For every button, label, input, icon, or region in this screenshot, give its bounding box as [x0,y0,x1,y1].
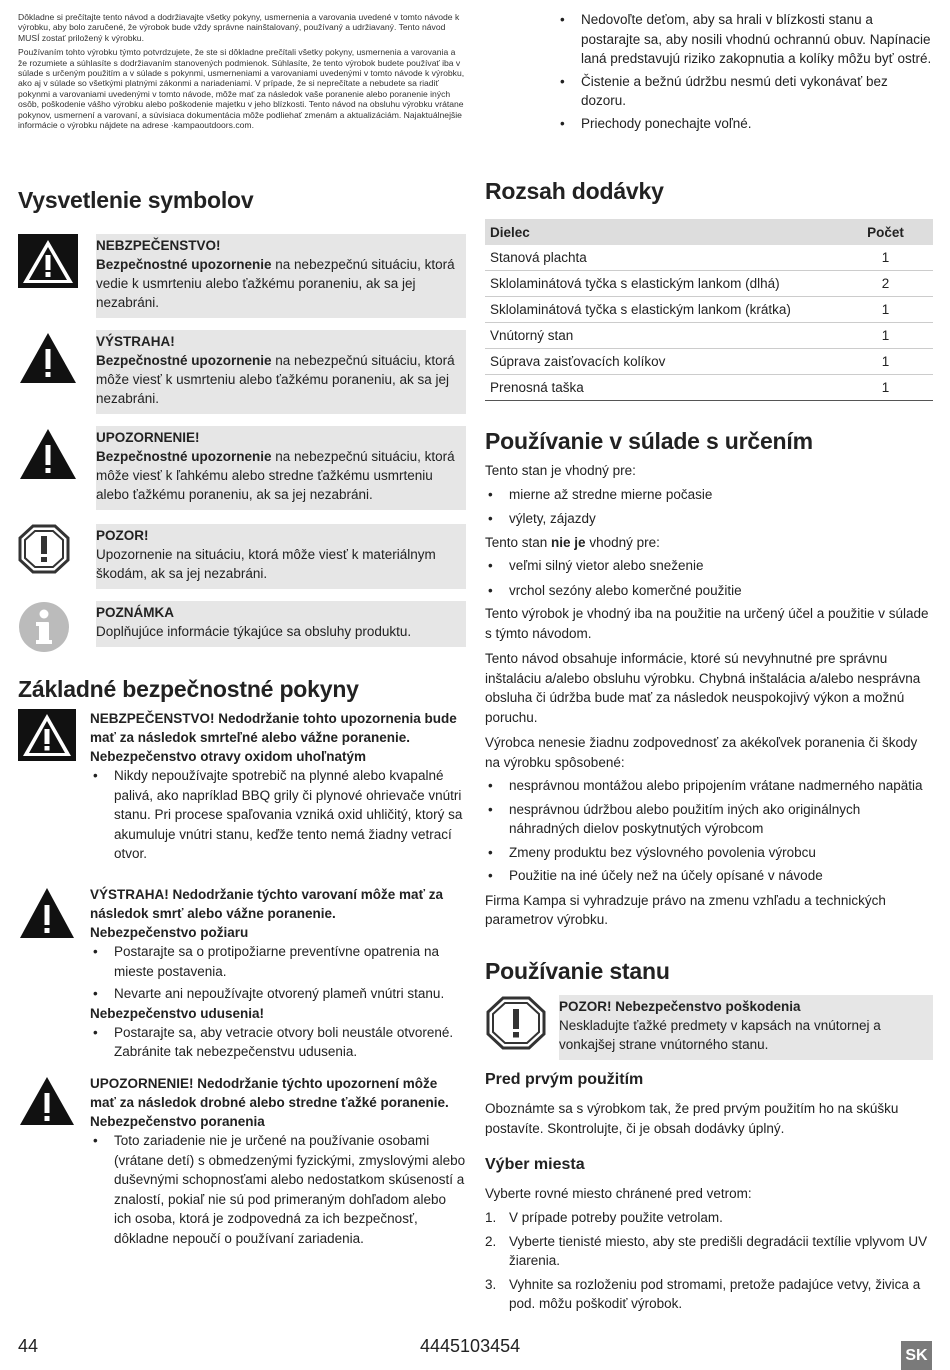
language-badge: SK [901,1341,932,1370]
symbol-text: Doplňujúce informácie týkajúce sa obsluhy produktu. [96,624,412,639]
list-item: • mierne až stredne mierne počasie [485,485,933,505]
caution-subheading: Nebezpečenstvo poranenia [90,1114,265,1129]
count-cell: 2 [838,271,933,297]
list-item: • nesprávnou údržbou alebo použitím iných ako originálnych náhradných dielov poskytnutých výrobcom [485,800,933,839]
table-row [485,349,933,375]
symbols-title: Vysvetlenie symbolov [18,187,254,213]
page-number: 44 [18,1336,39,1356]
safety-caution-block [18,1074,466,1248]
list-item: • Postarajte sa o protipožiarne preventívne opatrenia na mieste postavenia. [90,942,466,981]
table-row [485,297,933,323]
count-cell: 1 [838,323,933,349]
column-header-count: Počet [838,219,933,245]
intended-use-title: Používanie v súlade s určením [485,428,813,454]
part-cell: Súprava zaisťovacích kolíkov [485,349,838,375]
symbol-row [18,330,466,414]
top-bullet-list [485,10,933,133]
count-cell: 1 [838,297,933,323]
list-item: 3. Vyhnite sa rozloženiu pod stromami, pretože padajúce vetvy, živica a pod. môžu poškodiť výrobok. [485,1276,921,1311]
danger-subheading: Nebezpečenstvo otravy oxidom uhoľnatým [90,749,367,764]
symbol-text: Bezpečnostné upozornenie na nebezpečnú situáciu, ktorá môže viesť k usmrteniu alebo ťažkému poraneniu, ak sa jej nezabráni. [96,353,455,406]
intended-paragraph: Výrobca nenesie žiadnu zodpovednosť za akékoľvek poranenia či škody na výrobku spôsobené: [485,735,918,770]
list-item: 2. Vyberte tienisté miesto, aby ste predišli degradácii textílie vplyvom UV žiarenia. [485,1233,928,1268]
usage-notice-heading: POZOR! Nebezpečenstvo poškodenia [559,999,801,1014]
safety-warning-block [18,885,466,1062]
danger-warning-icon [18,234,96,293]
notice-octagon-icon [18,524,96,579]
first-use-title: Pred prvým použitím [485,1071,644,1088]
list-item: • Zmeny produktu bez výslovného povolenia výrobcu [485,843,933,863]
part-cell: Stanová plachta [485,245,838,271]
part-cell: Prenosná taška [485,375,838,401]
symbol-heading: NEBZPEČENSTVO! [96,238,221,253]
caution-icon [18,426,96,487]
list-item: • vrchol sezóny alebo komerčné použitie [485,581,933,601]
list-item: • Nevarte ani nepoužívajte otvorený plameň vnútri stanu. [90,984,466,1004]
list-item: • Čistenie a bežnú údržbu nesmú deti vykonávať bez dozoru. [557,72,933,111]
symbol-row [18,601,466,658]
list-item: • Nedovoľte deťom, aby sa hrali v blízkosti stanu a postarajte sa, aby nosili vhodnú ochrannú obuv. Napínacie laná predstavujú riziko zakopnutia a kolíky môžu byť ostré. [557,10,933,69]
site-intro: Vyberte rovné miesto chránené pred vetrom: [485,1186,752,1201]
list-item: • Použitie na iné účely než na účely opísané v návode [485,866,933,886]
part-cell: Sklolaminátová tyčka s elastickým lankom (krátka) [485,297,838,323]
document-code: 4445103454 [420,1336,521,1356]
danger-warning-icon [18,709,76,761]
symbol-description [96,601,466,647]
count-cell: 1 [838,349,933,375]
first-use-text: Oboznámte sa s výrobkom tak, že pred prvým použitím ho na skúšku postavíte. Skontrolujte, či je obsah dodávky úplný. [485,1101,899,1136]
warning-subheading-fire: Nebezpečenstvo požiaru [90,925,249,940]
table-row [485,245,933,271]
intended-paragraph: Firma Kampa si vyhradzuje právo na zmenu vzhľadu a technických parametrov výrobku. [485,892,886,927]
list-item: • nesprávnou montážou alebo pripojením vrátane nadmerného napätia [485,776,933,796]
symbol-text: Bezpečnostné upozornenie na nebezpečnú situáciu, ktorá vedie k usmrteniu alebo ťažkému poraneniu, ak sa jej nezabráni. [96,257,455,310]
list-item: • Postarajte sa, aby vetracie otvory boli neustále otvorené. Zabránite tak nebezpečenstvu udusenia. [90,1023,466,1062]
delivery-title: Rozsah dodávky [485,178,664,204]
intro-paragraph-2: Používaním tohto výrobku týmto potvrdzujete, že ste si dôkladne prečítali všetky pokyny, usmernenia a varovania a že rozumiete a súhlasíte s dodržiavaním stanovených podmienok. Súhlasíte, že tento výrobok budete používať iba v súlade s určeným použitím a v súlade s pokynmi, usmerneniami a varovaniami uvedenými v tomto návode k výrobku, ako aj v súlade so všetkými platnými zákonmi a nariadeniami. V prípade, že si neprečítate a nebudete sa riadiť pokynmi a varovaniami uvedenými v tomto návode, môže mať za následok vaše poranenie alebo poranenie iných osôb, poškodenie vášho výrobku alebo poškodenie majetku v jeho blízkosti. Tento návod na obsluhu výrobku vrátane pokynov, usmernení a varovaní, a súvisiaca dokumentácia môže podliehať zmenám a aktualizáciám. Najaktuálnejšie informácie o výrobku nájdete na adrese ·kampaoutdoors.com. [18,47,465,131]
list-item: • Toto zariadenie nie je určené na používanie osobami (vrátane detí) s obmedzenými fyzickými, zmyslovými alebo duševnými schopnosťami alebo nedostatkom skúseností a znalostí, pokiaľ nie sú pod primeraným dohľadom alebo ich osoba, ktorá je zodpovedná za ich bezpečnosť, dôkladne nepoučí o používaní zariadenia. [90,1131,466,1248]
usage-notice-block [485,995,933,1060]
symbol-heading: POZNÁMKA [96,605,174,620]
intro-paragraph-1: Dôkladne si prečítajte tento návod a dodržiavajte všetky pokyny, usmernenia a varovania uvedené v tomto návode k výrobku, aby bolo zaručené, že výrobok bude vždy správne nainštalovaný, používaný a udržiavaný. Tento návod MUSÍ zostať priložený k výrobku. [18,12,460,43]
list-item: • veľmi silný vietor alebo sneženie [485,556,933,576]
symbol-row [18,524,466,589]
caution-icon [18,1074,76,1128]
symbol-row [18,234,466,318]
info-icon [18,601,96,658]
symbol-description [96,524,466,589]
list-item: • Priechody ponechajte voľné. [557,114,933,134]
part-cell: Sklolaminátová tyčka s elastickým lankom (dlhá) [485,271,838,297]
warning-icon [18,885,76,941]
not-suitable-intro: Tento stan nie je vhodný pre: [485,534,660,550]
site-steps [485,1208,933,1314]
warning-icon [18,330,96,391]
table-row [485,323,933,349]
list-item: 1. V prípade potreby použite vetrolam. [485,1210,723,1225]
column-header-part: Dielec [485,219,838,245]
caution-heading: UPOZORNENIE! Nedodržanie týchto upozornení môže mať za následok drobné alebo stredne ťažké poranenie. [90,1076,449,1110]
site-title: Výber miesta [485,1156,585,1173]
table-row [485,271,933,297]
symbol-heading: UPOZORNENIE! [96,430,200,445]
warning-subheading-suffocation: Nebezpečenstvo udusenia! [90,1005,265,1021]
warning-heading: VÝSTRAHA! Nedodržanie týchto varovaní môže mať za následok smrť alebo vážne poranenie. [90,887,444,921]
count-cell: 1 [838,375,933,401]
symbol-text: Upozornenie na situáciu, ktorá môže viesť k materiálnym škodám, ak sa jej nezabráni. [96,547,436,581]
delivery-table [485,219,933,401]
notice-octagon-icon [485,995,547,1051]
usage-notice-text: Neskladujte ťažké predmety v kapsách na vnútornej a vonkajšej strane vnútorného stanu. [559,1018,881,1052]
list-item: • výlety, zájazdy [485,509,933,529]
symbol-description [96,330,466,414]
count-cell: 1 [838,245,933,271]
safety-title: Základné bezpečnostné pokyny [18,676,359,702]
danger-heading: NEBZPEČENSTVO! Nedodržanie tohto upozornenia bude mať za následok smrteľné alebo vážne poranenie. [90,711,457,745]
intended-paragraph: Tento návod obsahuje informácie, ktoré sú nevyhnutné pre správnu inštaláciu a/alebo obsluhu výrobku. Chybná inštalácia a/alebo nesprávna obsluha či údržba bude mať za následok neuspokojivý výkon a možnú poruchu. [485,651,921,725]
list-item: • Nikdy nepoužívajte spotrebič na plynné alebo kvapalné palivá, ako napríklad BBQ grily či plynové ohrievače vnútri stanu. Pri procese spaľovania vzniká oxid uhličitý, ktorý sa akumuluje vnútri stanu, keďže tento nemá žiadny vetrací otvor. [90,766,466,864]
symbol-description [96,234,466,318]
suitable-intro: Tento stan je vhodný pre: [485,463,636,478]
intended-paragraph: Tento výrobok je vhodný iba na použitie na určený účel a použitie v súlade s týmto návodom. [485,606,929,641]
symbol-text: Bezpečnostné upozornenie na nebezpečnú situáciu, ktorá môže viesť k ľahkému alebo stredne ťažkému usmrteniu alebo ťažkému poraneniu, ak sa jej nezabráni. [96,449,455,502]
symbol-heading: VÝSTRAHA! [96,334,175,349]
symbol-row [18,426,466,510]
symbol-description [96,426,466,510]
table-row [485,375,933,401]
usage-title: Používanie stanu [485,958,670,984]
symbol-heading: POZOR! [96,528,149,543]
part-cell: Vnútorný stan [485,323,838,349]
safety-danger-block [18,709,466,864]
